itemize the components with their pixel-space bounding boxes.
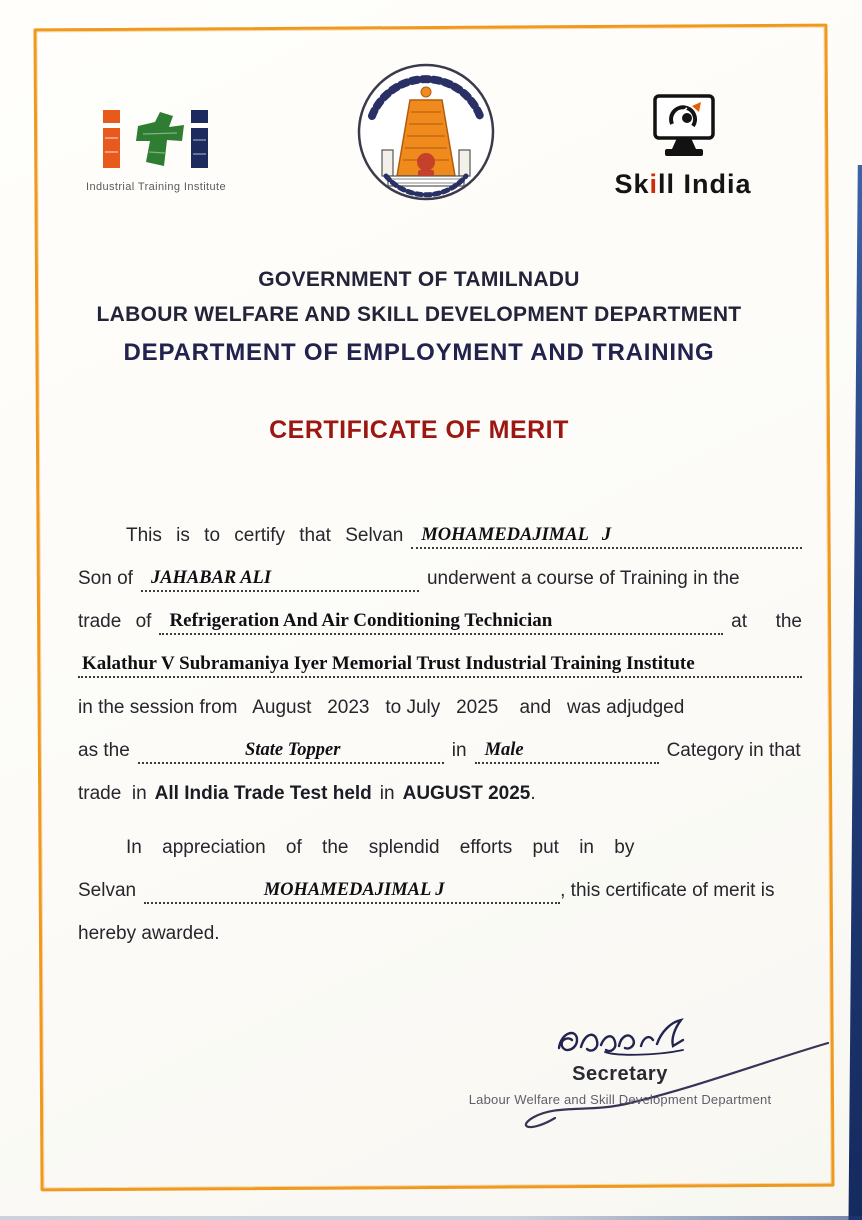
session-text: in the session from August 2023 to July 2025 and was adjudged xyxy=(78,697,685,718)
skill-india-icon xyxy=(635,94,731,162)
government-header xyxy=(0,268,838,367)
body-line-certify xyxy=(78,506,802,549)
trade-test-strong-text: All India Trade Test held xyxy=(154,783,372,804)
trade-name-field: Refrigeration And Air Conditioning Technician xyxy=(159,610,723,635)
body-line-trade-test xyxy=(78,764,802,807)
certificate-body xyxy=(78,506,802,947)
body-line-father xyxy=(78,549,802,592)
body-line-closing xyxy=(78,904,802,947)
header-labour-welfare: LABOUR WELFARE AND SKILL DEVELOPMENT DEPARTMENT xyxy=(96,303,742,326)
candidate-name-field: MOHAMEDAJIMAL J xyxy=(411,525,802,549)
body-line-appreciation xyxy=(78,818,802,861)
merit-text: , this certificate of merit is xyxy=(560,880,775,901)
certify-text: This is to certify that Selvan xyxy=(126,525,404,546)
institute-name-field: Kalathur V Subramaniya Iyer Memorial Trust Industrial Training Institute xyxy=(78,653,802,678)
candidate-name-field-2: MOHAMEDAJIMAL J xyxy=(144,880,560,904)
skill-text-part3: ll India xyxy=(658,169,752,199)
period-text: . xyxy=(530,783,536,804)
underwent-text: underwent a course of Training in the xyxy=(426,568,740,589)
tamilnadu-emblem xyxy=(350,58,502,210)
skill-text-part2: i xyxy=(649,169,659,199)
header-government: GOVERNMENT OF TAMILNADU xyxy=(258,268,580,291)
skill-india-logo xyxy=(588,94,778,200)
iti-logo xyxy=(72,108,240,193)
trade-in-text: trade in xyxy=(78,783,147,804)
son-of-text: Son of xyxy=(78,568,133,589)
signature-icon xyxy=(545,1014,695,1066)
at-the-text: at the xyxy=(731,611,802,632)
body-line-trade xyxy=(78,592,802,635)
selvan-text: Selvan xyxy=(78,880,137,901)
rank-field: State Topper xyxy=(138,740,444,764)
gender-field: Male xyxy=(475,740,659,764)
header-department: DEPARTMENT OF EMPLOYMENT AND TRAINING xyxy=(123,339,715,366)
body-line-rank xyxy=(78,721,802,764)
photo-edge-bottom xyxy=(0,1216,862,1220)
hereby-awarded-text: hereby awarded. xyxy=(78,923,220,944)
held-in-text: in xyxy=(379,783,395,804)
signatory-department: Labour Welfare and Skill Development Department xyxy=(468,1092,772,1107)
trade-of-text: trade of xyxy=(78,611,152,632)
body-line-session xyxy=(78,678,802,721)
tamilnadu-emblem-icon xyxy=(350,58,502,210)
test-date-text: AUGUST 2025 xyxy=(402,783,531,804)
as-the-text: as the xyxy=(78,740,130,761)
certificate-title: CERTIFICATE OF MERIT xyxy=(269,416,569,444)
father-name-field: JAHABAR ALI xyxy=(141,568,419,592)
iti-logo-caption: Industrial Training Institute xyxy=(85,181,226,193)
iti-logo-icon xyxy=(81,108,231,172)
appreciation-text: In appreciation of the splendid efforts put in by xyxy=(126,837,635,858)
category-text: Category in that xyxy=(666,740,801,761)
body-line-institute xyxy=(78,635,802,678)
skill-text-part1: Sk xyxy=(614,169,650,199)
photo-edge-right xyxy=(847,165,862,1220)
body-line-selvan xyxy=(78,861,802,904)
in-text: in xyxy=(451,740,467,761)
signature-block xyxy=(455,1014,785,1107)
skill-india-wordmark xyxy=(588,169,778,200)
signatory-title: Secretary xyxy=(572,1063,668,1085)
